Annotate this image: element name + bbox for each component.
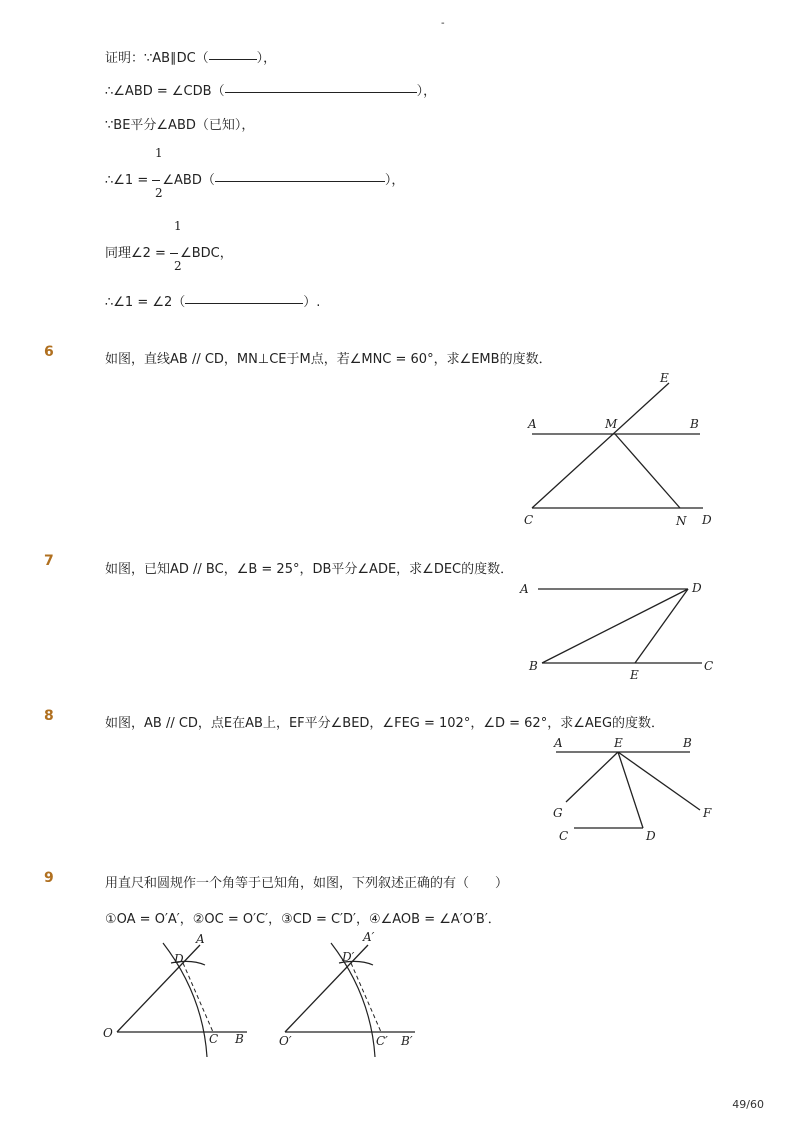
fraction-bar-1 (152, 180, 160, 181)
proof-line-2-prefix: ∴∠ABD = ∠CDB（ (105, 84, 225, 99)
figure-q8 (540, 730, 730, 850)
fig7-label-b: B (529, 659, 538, 673)
question-9-options: ①OA = O′A′，②OC = O′C′，③CD = C′D′，④∠AOB = ∠A′O′B′． (105, 912, 501, 927)
page-number: 49/60 (732, 1098, 764, 1111)
fig6-label-m: M (605, 417, 618, 431)
proof-line-5 (105, 242, 233, 261)
answer-blank-4[interactable] (185, 302, 303, 304)
fig8-label-f: F (703, 806, 712, 820)
figure-q7 (510, 575, 730, 685)
proof-line-1-suffix: ）， (256, 51, 277, 66)
fig7-label-e: E (630, 668, 639, 682)
proof-line-4-mid: ∠ABD（ (162, 173, 215, 188)
proof-line-6-prefix: ∴∠1 = ∠2（ (105, 295, 186, 310)
header-mark: - (441, 18, 445, 29)
question-8-text: 如图，AB // CD，点E在AB上，EF平分∠BED，∠FEG = 102°，∠D = 62°，求∠AEG的度数． (105, 716, 665, 731)
proof-line-4-suffix: ）， (384, 173, 405, 188)
answer-blank-3[interactable] (215, 180, 385, 182)
fig6-label-e: E (660, 371, 669, 385)
fig8-label-g: G (553, 806, 563, 820)
figure-q9 (95, 925, 435, 1065)
proof-line-4-prefix: ∴∠1 = (105, 173, 153, 188)
fig9-left-label-d: D (174, 952, 184, 966)
fraction-numerator-2: 1 (174, 219, 182, 233)
fig9-left-label-o: O (103, 1026, 113, 1040)
question-8-number: 8 (44, 708, 54, 724)
fraction-numerator-1: 1 (155, 146, 163, 160)
fig9-left-label-b: B (235, 1032, 244, 1046)
fig9-right-label-a: A′ (363, 930, 375, 944)
question-9-text: 用直尺和圆规作一个角等于已知角，如图，下列叙述正确的有（ ） (105, 876, 509, 891)
fig8-label-b: B (683, 736, 692, 750)
proof-line-3: ∵BE平分∠ABD（已知）， (105, 118, 255, 133)
fig6-label-a: A (528, 417, 537, 431)
figure-q6 (510, 365, 730, 535)
question-7-text: 如图，已知AD // BC，∠B = 25°，DB平分∠ADE，求∠DEC的度数． (105, 562, 514, 577)
fig9-right-label-c: C′ (376, 1034, 388, 1048)
fig9-right-label-o: O′ (279, 1034, 292, 1048)
proof-line-5-mid: ∠BDC， (180, 246, 233, 261)
fig9-right-label-b: B′ (401, 1034, 413, 1048)
proof-line-2 (105, 80, 436, 99)
fraction-denominator-2: 2 (174, 259, 182, 273)
proof-line-5-prefix: 同理∠2 = (105, 246, 171, 261)
fig8-label-e: E (614, 736, 623, 750)
proof-line-1-prefix: 证明：∵AB∥DC（ (105, 51, 209, 66)
fig8-label-d: D (646, 829, 656, 843)
question-9-number: 9 (44, 870, 54, 886)
fig9-left-label-c: C (209, 1032, 219, 1046)
proof-line-1 (105, 47, 276, 66)
fig6-label-n: N (676, 514, 687, 528)
fig7-label-d: D (692, 581, 702, 595)
question-6-text: 如图，直线AB // CD，MN⊥CE于M点，若∠MNC = 60°，求∠EMB的度数． (105, 352, 552, 367)
fig8-label-c: C (559, 829, 569, 843)
fig9-right-label-d: D′ (342, 950, 355, 964)
fig6-label-b: B (690, 417, 699, 431)
fig7-label-c: C (704, 659, 714, 673)
fig6-label-c: C (524, 513, 534, 527)
answer-blank-1[interactable] (209, 58, 257, 60)
answer-blank-2[interactable] (225, 91, 417, 93)
fig7-label-a: A (520, 582, 529, 596)
fraction-bar-2 (170, 253, 178, 254)
fig6-label-d: D (702, 513, 712, 527)
question-6-number: 6 (44, 344, 54, 360)
fraction-denominator-1: 2 (155, 186, 163, 200)
fig9-left-label-a: A (196, 932, 205, 946)
question-7-number: 7 (44, 553, 54, 569)
fig8-label-a: A (554, 736, 563, 750)
proof-line-4 (105, 169, 404, 188)
proof-line-2-suffix: ）， (416, 84, 437, 99)
proof-line-6-suffix: ）. (303, 295, 321, 310)
proof-line-6 (105, 291, 320, 310)
